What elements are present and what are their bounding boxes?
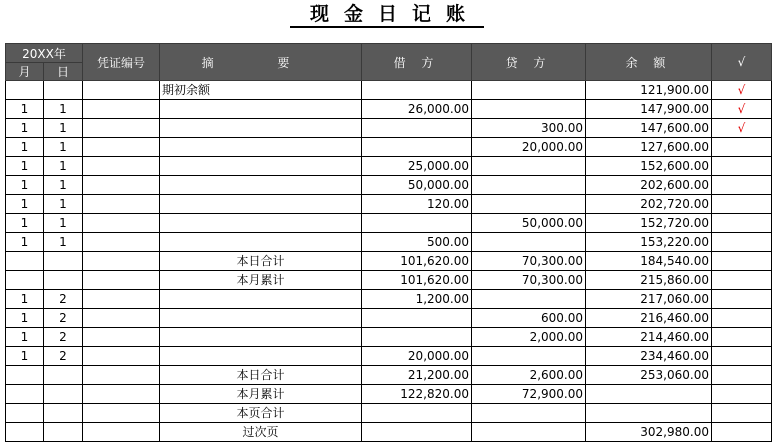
balance-cell bbox=[586, 385, 712, 404]
voucher-cell bbox=[83, 423, 160, 442]
debit-cell bbox=[362, 81, 472, 100]
balance-cell: 152,720.00 bbox=[586, 214, 712, 233]
month-cell: 1 bbox=[6, 290, 44, 309]
debit-cell: 21,200.00 bbox=[362, 366, 472, 385]
check-cell bbox=[712, 385, 772, 404]
table-row bbox=[6, 214, 772, 233]
month-cell: 1 bbox=[6, 100, 44, 119]
day-cell bbox=[44, 385, 83, 404]
summary-cell bbox=[160, 100, 362, 119]
month-cell: 1 bbox=[6, 233, 44, 252]
summary-cell bbox=[160, 176, 362, 195]
voucher-cell bbox=[83, 100, 160, 119]
voucher-cell bbox=[83, 233, 160, 252]
table-row bbox=[6, 195, 772, 214]
month-cell bbox=[6, 404, 44, 423]
debit-cell bbox=[362, 404, 472, 423]
summary-cell: 过次页 bbox=[160, 423, 362, 442]
credit-cell: 2,600.00 bbox=[472, 366, 586, 385]
day-cell bbox=[44, 81, 83, 100]
credit-cell bbox=[472, 81, 586, 100]
balance-cell: 216,460.00 bbox=[586, 309, 712, 328]
year-header: 20XX年 bbox=[6, 44, 83, 63]
summary-cell: 本日合计 bbox=[160, 252, 362, 271]
summary-cell: 本月累计 bbox=[160, 271, 362, 290]
credit-cell bbox=[472, 100, 586, 119]
summary-header bbox=[160, 44, 362, 81]
check-cell bbox=[712, 271, 772, 290]
check-cell: √ bbox=[712, 81, 772, 100]
table-row bbox=[6, 328, 772, 347]
month-cell bbox=[6, 423, 44, 442]
debit-cell: 20,000.00 bbox=[362, 347, 472, 366]
month-cell: 1 bbox=[6, 195, 44, 214]
check-cell bbox=[712, 233, 772, 252]
voucher-cell bbox=[83, 404, 160, 423]
debit-cell bbox=[362, 423, 472, 442]
summary-cell bbox=[160, 119, 362, 138]
check-cell bbox=[712, 347, 772, 366]
check-cell bbox=[712, 309, 772, 328]
header-row bbox=[6, 44, 772, 63]
day-cell: 1 bbox=[44, 138, 83, 157]
voucher-cell bbox=[83, 138, 160, 157]
credit-cell bbox=[472, 233, 586, 252]
debit-cell bbox=[362, 138, 472, 157]
voucher-cell bbox=[83, 309, 160, 328]
voucher-cell bbox=[83, 176, 160, 195]
credit-cell: 72,900.00 bbox=[472, 385, 586, 404]
check-cell bbox=[712, 423, 772, 442]
summary-cell: 本日合计 bbox=[160, 366, 362, 385]
voucher-cell bbox=[83, 385, 160, 404]
table-row bbox=[6, 252, 772, 271]
table-row bbox=[6, 100, 772, 119]
credit-cell: 2,000.00 bbox=[472, 328, 586, 347]
summary-cell: 期初余额 bbox=[160, 81, 362, 100]
voucher-header: 凭证编号 bbox=[83, 44, 160, 81]
voucher-cell bbox=[83, 271, 160, 290]
voucher-cell bbox=[83, 157, 160, 176]
debit-cell bbox=[362, 119, 472, 138]
day-cell bbox=[44, 366, 83, 385]
voucher-cell bbox=[83, 347, 160, 366]
day-cell bbox=[44, 271, 83, 290]
voucher-cell bbox=[83, 195, 160, 214]
balance-cell: 127,600.00 bbox=[586, 138, 712, 157]
check-cell: √ bbox=[712, 100, 772, 119]
debit-cell bbox=[362, 309, 472, 328]
table-row bbox=[6, 423, 772, 442]
month-cell: 1 bbox=[6, 328, 44, 347]
check-header: √ bbox=[712, 44, 772, 81]
month-cell: 1 bbox=[6, 214, 44, 233]
check-cell bbox=[712, 366, 772, 385]
debit-cell: 101,620.00 bbox=[362, 271, 472, 290]
credit-cell bbox=[472, 157, 586, 176]
summary-cell bbox=[160, 309, 362, 328]
balance-cell: 302,980.00 bbox=[586, 423, 712, 442]
day-cell: 2 bbox=[44, 328, 83, 347]
balance-cell: 234,460.00 bbox=[586, 347, 712, 366]
month-cell: 1 bbox=[6, 138, 44, 157]
balance-cell: 153,220.00 bbox=[586, 233, 712, 252]
day-cell: 1 bbox=[44, 100, 83, 119]
month-cell: 1 bbox=[6, 157, 44, 176]
page-title bbox=[0, 2, 774, 30]
check-cell bbox=[712, 214, 772, 233]
day-cell: 2 bbox=[44, 290, 83, 309]
debit-cell: 101,620.00 bbox=[362, 252, 472, 271]
voucher-cell bbox=[83, 119, 160, 138]
balance-cell: 215,860.00 bbox=[586, 271, 712, 290]
check-cell: √ bbox=[712, 119, 772, 138]
credit-cell bbox=[472, 404, 586, 423]
summary-cell bbox=[160, 290, 362, 309]
check-cell bbox=[712, 195, 772, 214]
summary-cell bbox=[160, 157, 362, 176]
credit-cell: 70,300.00 bbox=[472, 271, 586, 290]
day-cell bbox=[44, 423, 83, 442]
credit-cell bbox=[472, 290, 586, 309]
credit-header-label: 贷 方 bbox=[505, 55, 552, 70]
check-cell bbox=[712, 404, 772, 423]
balance-cell: 217,060.00 bbox=[586, 290, 712, 309]
month-cell: 1 bbox=[6, 309, 44, 328]
summary-cell: 本页合计 bbox=[160, 404, 362, 423]
table-row bbox=[6, 233, 772, 252]
summary-cell bbox=[160, 347, 362, 366]
voucher-cell bbox=[83, 214, 160, 233]
day-cell: 2 bbox=[44, 347, 83, 366]
credit-header bbox=[472, 44, 586, 81]
credit-cell bbox=[472, 195, 586, 214]
voucher-cell bbox=[83, 252, 160, 271]
credit-cell: 20,000.00 bbox=[472, 138, 586, 157]
credit-cell bbox=[472, 347, 586, 366]
month-cell bbox=[6, 385, 44, 404]
table-row bbox=[6, 366, 772, 385]
balance-cell: 121,900.00 bbox=[586, 81, 712, 100]
balance-cell: 214,460.00 bbox=[586, 328, 712, 347]
day-cell: 1 bbox=[44, 214, 83, 233]
summary-cell bbox=[160, 328, 362, 347]
table-row bbox=[6, 385, 772, 404]
table-row bbox=[6, 176, 772, 195]
check-cell bbox=[712, 138, 772, 157]
table-row bbox=[6, 81, 772, 100]
month-cell bbox=[6, 366, 44, 385]
month-header: 月 bbox=[6, 63, 44, 81]
month-cell bbox=[6, 81, 44, 100]
summary-cell bbox=[160, 138, 362, 157]
balance-cell bbox=[586, 404, 712, 423]
table-row bbox=[6, 347, 772, 366]
day-header: 日 bbox=[44, 63, 83, 81]
balance-header-label: 余 额 bbox=[625, 55, 672, 70]
title-text: 现金日记账 bbox=[290, 2, 484, 28]
check-cell bbox=[712, 290, 772, 309]
month-cell bbox=[6, 252, 44, 271]
day-cell: 2 bbox=[44, 309, 83, 328]
voucher-cell bbox=[83, 366, 160, 385]
day-cell: 1 bbox=[44, 157, 83, 176]
summary-cell bbox=[160, 233, 362, 252]
credit-cell: 600.00 bbox=[472, 309, 586, 328]
debit-header-label: 借 方 bbox=[393, 55, 440, 70]
day-cell: 1 bbox=[44, 119, 83, 138]
month-cell: 1 bbox=[6, 176, 44, 195]
month-cell: 1 bbox=[6, 347, 44, 366]
table-row bbox=[6, 404, 772, 423]
credit-cell: 50,000.00 bbox=[472, 214, 586, 233]
check-cell bbox=[712, 176, 772, 195]
debit-cell: 50,000.00 bbox=[362, 176, 472, 195]
summary-header-label: 摘 要 bbox=[201, 55, 320, 70]
credit-cell bbox=[472, 176, 586, 195]
balance-header bbox=[586, 44, 712, 81]
day-cell: 1 bbox=[44, 195, 83, 214]
voucher-cell bbox=[83, 81, 160, 100]
balance-cell: 152,600.00 bbox=[586, 157, 712, 176]
debit-cell: 500.00 bbox=[362, 233, 472, 252]
table-row bbox=[6, 271, 772, 290]
debit-header bbox=[362, 44, 472, 81]
summary-cell bbox=[160, 214, 362, 233]
voucher-cell bbox=[83, 290, 160, 309]
summary-cell bbox=[160, 195, 362, 214]
month-cell: 1 bbox=[6, 119, 44, 138]
check-cell bbox=[712, 328, 772, 347]
voucher-cell bbox=[83, 328, 160, 347]
balance-cell: 147,900.00 bbox=[586, 100, 712, 119]
table-row bbox=[6, 309, 772, 328]
debit-cell bbox=[362, 328, 472, 347]
balance-cell: 202,720.00 bbox=[586, 195, 712, 214]
table-row bbox=[6, 157, 772, 176]
day-cell bbox=[44, 252, 83, 271]
check-cell bbox=[712, 157, 772, 176]
day-cell bbox=[44, 404, 83, 423]
balance-cell: 253,060.00 bbox=[586, 366, 712, 385]
credit-cell bbox=[472, 423, 586, 442]
summary-cell: 本月累计 bbox=[160, 385, 362, 404]
debit-cell: 1,200.00 bbox=[362, 290, 472, 309]
debit-cell bbox=[362, 214, 472, 233]
day-cell: 1 bbox=[44, 233, 83, 252]
cash-journal-table bbox=[5, 43, 772, 442]
table-row bbox=[6, 290, 772, 309]
debit-cell: 122,820.00 bbox=[362, 385, 472, 404]
month-cell bbox=[6, 271, 44, 290]
balance-cell: 184,540.00 bbox=[586, 252, 712, 271]
debit-cell: 26,000.00 bbox=[362, 100, 472, 119]
debit-cell: 25,000.00 bbox=[362, 157, 472, 176]
day-cell: 1 bbox=[44, 176, 83, 195]
check-cell bbox=[712, 252, 772, 271]
table-row bbox=[6, 119, 772, 138]
table-row bbox=[6, 138, 772, 157]
debit-cell: 120.00 bbox=[362, 195, 472, 214]
credit-cell: 300.00 bbox=[472, 119, 586, 138]
balance-cell: 202,600.00 bbox=[586, 176, 712, 195]
credit-cell: 70,300.00 bbox=[472, 252, 586, 271]
balance-cell: 147,600.00 bbox=[586, 119, 712, 138]
